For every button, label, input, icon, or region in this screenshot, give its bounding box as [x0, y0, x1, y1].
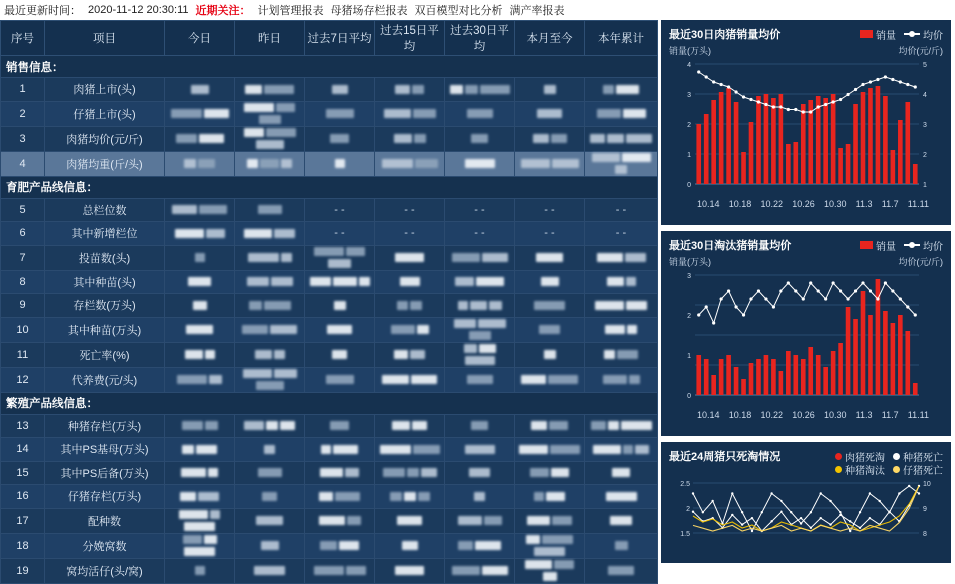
row-value-cell — [235, 533, 305, 558]
row-value-cell — [235, 270, 305, 294]
row-value-cell — [515, 342, 585, 367]
chart-card-pig-sales — [661, 20, 951, 225]
row-value-cell — [305, 414, 375, 438]
row-item-name: 肉猪上市(头) — [45, 78, 165, 102]
svg-text:1: 1 — [687, 152, 691, 159]
chart1-ylabel-left: 销量(万头) — [669, 46, 711, 56]
chart2-plot — [669, 269, 943, 409]
chart1-xaxis — [669, 198, 943, 209]
row-value-cell — [375, 126, 445, 151]
row-value-cell — [235, 461, 305, 485]
row-value-cell — [515, 414, 585, 438]
row-value-cell — [165, 342, 235, 367]
row-value-cell — [165, 198, 235, 222]
last-update-timestamp: 2020-11-12 20:30:11 — [88, 3, 189, 16]
svg-text:5: 5 — [923, 62, 927, 69]
row-value-cell — [375, 485, 445, 509]
row-value-cell — [445, 342, 515, 367]
row-item-name: 其中PS基母(万头) — [45, 438, 165, 462]
row-value-cell — [235, 558, 305, 583]
legend-label-volume: 销量 — [876, 30, 896, 42]
row-value-cell — [305, 558, 375, 583]
table-row[interactable] — [1, 198, 658, 222]
row-value-cell — [515, 533, 585, 558]
svg-text:1: 1 — [687, 353, 691, 360]
row-item-name: 代养费(元/头) — [45, 367, 165, 392]
legend-label-volume-2: 销量 — [876, 241, 896, 253]
x-tick-label: 10.30 — [823, 410, 847, 420]
link-sow-farm-inventory-report[interactable]: 母猪场存栏报表 — [330, 4, 408, 17]
legend-item-price-2[interactable] — [904, 238, 943, 253]
row-value-cell — [585, 151, 658, 176]
table-row[interactable] — [1, 126, 658, 151]
row-value-cell — [305, 270, 375, 294]
row-value-cell — [445, 245, 515, 270]
row-value-cell: - - — [375, 222, 445, 246]
row-value-cell — [235, 198, 305, 222]
svg-text:2.5: 2.5 — [680, 481, 690, 488]
row-value-cell — [375, 414, 445, 438]
row-value-cell — [305, 126, 375, 151]
legend-label-breeder-cull: 种猪淘汰 — [845, 466, 885, 477]
svg-text:4: 4 — [923, 92, 927, 99]
row-index: 12 — [1, 367, 45, 392]
legend-label-fattening: 肉猪死淘 — [845, 452, 885, 464]
row-value-cell — [235, 485, 305, 509]
svg-text:9: 9 — [923, 506, 927, 513]
row-item-name: 存栏数(万头) — [45, 294, 165, 318]
x-tick-label: 10.26 — [792, 410, 815, 420]
row-value-cell — [165, 78, 235, 102]
row-value-cell — [585, 508, 658, 533]
x-tick-label: 10.14 — [697, 410, 720, 420]
row-value-cell — [305, 461, 375, 485]
table-section-header — [1, 392, 658, 414]
legend-swatch-bar — [860, 30, 873, 38]
svg-text:2: 2 — [687, 313, 691, 320]
row-item-name: 其中种苗(万头) — [45, 317, 165, 342]
row-value-cell — [165, 414, 235, 438]
svg-text:1: 1 — [923, 182, 927, 189]
row-value-cell — [165, 151, 235, 176]
row-value-cell: - - — [515, 198, 585, 222]
table-section-header — [1, 56, 658, 78]
x-tick-label: 11.3 — [855, 410, 873, 420]
legend-swatch-line-2 — [904, 244, 920, 246]
row-value-cell — [445, 317, 515, 342]
row-value-cell: - - — [445, 198, 515, 222]
table-row[interactable] — [1, 245, 658, 270]
chart-card-mortality — [661, 442, 951, 563]
row-item-name: 其中PS后备(万头) — [45, 461, 165, 485]
row-value-cell — [375, 367, 445, 392]
row-value-cell — [305, 508, 375, 533]
row-value-cell — [235, 126, 305, 151]
row-item-name: 其中新增栏位 — [45, 222, 165, 246]
row-index: 4 — [1, 151, 45, 176]
row-value-cell — [235, 151, 305, 176]
row-index: 14 — [1, 438, 45, 462]
row-value-cell — [375, 533, 445, 558]
x-tick-label: 10.26 — [792, 199, 815, 209]
row-value-cell — [585, 342, 658, 367]
row-index: 6 — [1, 222, 45, 246]
table-row[interactable] — [1, 508, 658, 533]
x-tick-label: 10.30 — [823, 199, 847, 209]
row-value-cell — [445, 461, 515, 485]
legend-swatch-bar-2 — [860, 241, 873, 249]
row-value-cell — [515, 151, 585, 176]
chart2-axis-titles — [669, 255, 943, 268]
row-value-cell — [165, 270, 235, 294]
row-value-cell — [165, 485, 235, 509]
row-value-cell — [165, 558, 235, 583]
legend-item-piglet-death[interactable] — [893, 462, 943, 477]
row-index: 3 — [1, 126, 45, 151]
row-value-cell — [375, 461, 445, 485]
row-value-cell — [235, 78, 305, 102]
row-value-cell — [515, 317, 585, 342]
row-index: 1 — [1, 78, 45, 102]
svg-text:1.5: 1.5 — [680, 531, 690, 538]
row-value-cell — [375, 245, 445, 270]
row-value-cell — [585, 558, 658, 583]
legend-item-breeder-cull[interactable] — [835, 462, 885, 477]
row-value-cell — [305, 101, 375, 126]
row-value-cell — [445, 438, 515, 462]
legend-label-price-2: 均价 — [923, 241, 943, 253]
row-value-cell — [375, 317, 445, 342]
row-value-cell — [235, 414, 305, 438]
svg-text:10: 10 — [923, 481, 931, 488]
table-section-title: 销售信息： — [1, 56, 658, 78]
col-avg-7d: 过去7日平均 — [305, 21, 375, 56]
row-value-cell — [585, 438, 658, 462]
chart2-ylabel-left: 销量(万头) — [669, 257, 711, 267]
row-index: 19 — [1, 558, 45, 583]
row-value-cell — [585, 78, 658, 102]
charts-column — [661, 20, 951, 563]
topbar — [0, 0, 955, 20]
row-item-name: 分娩窝数 — [45, 533, 165, 558]
row-value-cell — [235, 342, 305, 367]
legend-label-piglet-death: 仔猪死亡 — [903, 466, 943, 477]
row-value-cell — [235, 367, 305, 392]
table-row[interactable] — [1, 485, 658, 509]
svg-text:8: 8 — [923, 531, 927, 538]
row-value-cell — [445, 78, 515, 102]
row-value-cell — [375, 438, 445, 462]
row-value-cell — [585, 126, 658, 151]
row-value-cell — [375, 151, 445, 176]
row-index: 13 — [1, 414, 45, 438]
table-row[interactable] — [1, 294, 658, 318]
svg-text:2: 2 — [923, 152, 927, 159]
row-value-cell: - - — [585, 222, 658, 246]
row-item-name: 投苗数(头) — [45, 245, 165, 270]
svg-text:0: 0 — [687, 393, 691, 400]
col-avg-15d: 过去15日平均 — [375, 21, 445, 56]
row-value-cell — [305, 367, 375, 392]
row-value-cell: - - — [375, 198, 445, 222]
chart1-ylabel-right: 均价(元/斤) — [898, 46, 943, 56]
table-row[interactable] — [1, 342, 658, 367]
row-value-cell — [165, 508, 235, 533]
row-value-cell — [375, 101, 445, 126]
x-tick-label: 10.22 — [760, 410, 783, 420]
row-value-cell — [585, 461, 658, 485]
row-value-cell — [585, 245, 658, 270]
row-value-cell — [305, 485, 375, 509]
col-item: 项目 — [45, 21, 165, 56]
row-value-cell: - - — [585, 198, 658, 222]
table-row[interactable] — [1, 151, 658, 176]
row-value-cell — [165, 101, 235, 126]
chart2-legend — [860, 238, 943, 253]
row-value-cell — [585, 317, 658, 342]
table-row[interactable] — [1, 222, 658, 246]
row-value-cell — [585, 294, 658, 318]
legend-item-volume-2[interactable] — [860, 238, 896, 253]
row-value-cell — [165, 367, 235, 392]
row-value-cell — [515, 270, 585, 294]
table-row[interactable] — [1, 317, 658, 342]
row-value-cell — [305, 317, 375, 342]
row-value-cell — [515, 101, 585, 126]
row-index: 17 — [1, 508, 45, 533]
row-value-cell — [445, 270, 515, 294]
row-value-cell — [165, 222, 235, 246]
table-section-title: 繁殖产品线信息： — [1, 392, 658, 414]
x-tick-label: 11.11 — [907, 410, 929, 420]
row-value-cell — [585, 367, 658, 392]
chart1-axis-titles — [669, 44, 943, 57]
x-tick-label: 11.7 — [881, 199, 899, 209]
row-value-cell — [165, 461, 235, 485]
row-item-name: 肉猪均价(元/斤) — [45, 126, 165, 151]
row-value-cell: - - — [305, 222, 375, 246]
row-value-cell — [585, 270, 658, 294]
row-item-name: 总栏位数 — [45, 198, 165, 222]
row-item-name: 仔猪上市(头) — [45, 101, 165, 126]
row-value-cell — [445, 101, 515, 126]
row-value-cell — [585, 101, 658, 126]
row-value-cell — [305, 438, 375, 462]
row-index: 7 — [1, 245, 45, 270]
row-value-cell — [375, 78, 445, 102]
row-value-cell: - - — [445, 222, 515, 246]
row-value-cell — [445, 508, 515, 533]
row-value-cell — [375, 294, 445, 318]
table-row[interactable] — [1, 438, 658, 462]
legend-dot-breeder-cull — [835, 466, 842, 473]
svg-text:2: 2 — [687, 122, 691, 129]
chart1-title: 最近30日肉猪销量均价 — [669, 29, 781, 41]
row-value-cell — [445, 533, 515, 558]
table-row[interactable] — [1, 270, 658, 294]
row-index: 10 — [1, 317, 45, 342]
row-item-name: 配种数 — [45, 508, 165, 533]
row-item-name: 肉猪均重(斤/头) — [45, 151, 165, 176]
last-update-label: 最近更新时间： — [4, 4, 81, 17]
x-tick-label: 10.18 — [728, 410, 752, 420]
row-value-cell: - - — [515, 222, 585, 246]
row-value-cell — [375, 508, 445, 533]
row-value-cell — [305, 78, 375, 102]
col-month-to-date: 本月至今 — [515, 21, 585, 56]
row-value-cell — [375, 558, 445, 583]
row-value-cell — [235, 438, 305, 462]
x-tick-label: 10.18 — [728, 199, 752, 209]
row-index: 15 — [1, 461, 45, 485]
row-value-cell: - - — [305, 198, 375, 222]
row-value-cell — [235, 317, 305, 342]
col-yesterday: 昨日 — [235, 21, 305, 56]
row-value-cell — [305, 294, 375, 318]
col-avg-30d: 过去30日平均 — [445, 21, 515, 56]
row-value-cell — [585, 485, 658, 509]
row-value-cell — [515, 461, 585, 485]
metrics-table — [0, 20, 658, 584]
chart1-header — [669, 26, 943, 42]
row-value-cell — [375, 270, 445, 294]
row-value-cell — [165, 533, 235, 558]
legend-label-price: 均价 — [923, 30, 943, 42]
chart1-legend — [860, 27, 943, 42]
legend-dot-fattening — [835, 453, 842, 460]
table-section-header — [1, 176, 658, 198]
row-value-cell — [445, 151, 515, 176]
row-value-cell — [515, 508, 585, 533]
svg-text:3: 3 — [687, 92, 691, 99]
row-value-cell — [445, 367, 515, 392]
svg-text:2: 2 — [686, 506, 690, 513]
row-value-cell — [165, 438, 235, 462]
row-value-cell — [235, 508, 305, 533]
row-value-cell — [585, 414, 658, 438]
legend-dot-piglet-death — [893, 466, 900, 473]
table-row[interactable] — [1, 558, 658, 583]
row-item-name: 仔猪存栏(万头) — [45, 485, 165, 509]
svg-text:3: 3 — [923, 122, 927, 129]
row-value-cell — [235, 222, 305, 246]
row-value-cell — [445, 558, 515, 583]
row-value-cell — [305, 533, 375, 558]
table-row[interactable] — [1, 414, 658, 438]
row-value-cell — [445, 414, 515, 438]
row-value-cell — [165, 294, 235, 318]
row-value-cell — [515, 485, 585, 509]
table-row[interactable] — [1, 101, 658, 126]
legend-label-breeder-death: 种猪死亡 — [903, 452, 943, 464]
row-item-name: 窝均活仔(头/窝) — [45, 558, 165, 583]
table-row[interactable] — [1, 78, 658, 102]
x-tick-label: 10.22 — [760, 199, 783, 209]
row-value-cell — [375, 342, 445, 367]
table-row[interactable] — [1, 533, 658, 558]
svg-text:0: 0 — [687, 182, 691, 189]
row-value-cell — [515, 78, 585, 102]
x-tick-label: 10.14 — [697, 199, 720, 209]
row-item-name: 种猪存栏(万头) — [45, 414, 165, 438]
focus-label: 近期关注： — [195, 4, 251, 17]
chart1-plot — [669, 58, 943, 198]
chart3-legend-row2 — [669, 462, 943, 477]
table-section-title: 育肥产品线信息： — [1, 176, 658, 198]
row-value-cell — [305, 151, 375, 176]
row-value-cell — [445, 126, 515, 151]
row-value-cell — [235, 101, 305, 126]
legend-dot-breeder-death — [893, 453, 900, 460]
col-index: 序号 — [1, 21, 45, 56]
row-value-cell — [165, 317, 235, 342]
legend-swatch-line — [904, 33, 920, 35]
row-value-cell — [515, 294, 585, 318]
col-today: 今日 — [165, 21, 235, 56]
row-index: 16 — [1, 485, 45, 509]
row-index: 5 — [1, 198, 45, 222]
dashboard-body — [0, 20, 955, 578]
chart-card-cull-sales — [661, 231, 951, 436]
row-value-cell — [515, 245, 585, 270]
row-index: 9 — [1, 294, 45, 318]
legend-item-volume[interactable] — [860, 27, 896, 42]
link-full-capacity-rate-report[interactable]: 满产率报表 — [509, 4, 565, 17]
row-value-cell — [585, 533, 658, 558]
svg-text:4: 4 — [687, 62, 691, 69]
chart2-ylabel-right: 均价(元/斤) — [898, 257, 943, 267]
table-header-row — [1, 21, 658, 56]
legend-item-price[interactable] — [904, 27, 943, 42]
row-value-cell — [515, 367, 585, 392]
col-year-to-date: 本年累计 — [585, 21, 658, 56]
row-value-cell — [515, 438, 585, 462]
row-item-name: 死亡率(%) — [45, 342, 165, 367]
row-value-cell — [515, 558, 585, 583]
metrics-table-panel — [0, 20, 655, 578]
x-tick-label: 11.11 — [907, 199, 929, 209]
row-value-cell — [235, 294, 305, 318]
x-tick-label: 11.3 — [855, 199, 873, 209]
row-index: 2 — [1, 101, 45, 126]
chart2-title: 最近30日淘汰猪销量均价 — [669, 240, 792, 252]
row-index: 18 — [1, 533, 45, 558]
row-value-cell — [165, 245, 235, 270]
x-tick-label: 11.7 — [881, 410, 899, 420]
chart2-xaxis — [669, 409, 943, 420]
table-row[interactable] — [1, 367, 658, 392]
chart3-title: 最近24周猪只死淘情况 — [669, 451, 781, 463]
table-body — [1, 56, 658, 584]
row-value-cell — [305, 342, 375, 367]
row-item-name: 其中种苗(头) — [45, 270, 165, 294]
row-index: 11 — [1, 342, 45, 367]
row-value-cell — [235, 245, 305, 270]
svg-text:3: 3 — [687, 273, 691, 280]
chart2-header — [669, 237, 943, 253]
row-value-cell — [445, 294, 515, 318]
table-row[interactable] — [1, 461, 658, 485]
row-value-cell — [165, 126, 235, 151]
row-index: 8 — [1, 270, 45, 294]
row-value-cell — [305, 245, 375, 270]
link-double-hundred-model-comparison[interactable]: 双百模型对比分析 — [414, 4, 503, 17]
link-plan-management-report[interactable]: 计划管理报表 — [257, 4, 324, 17]
chart3-plot — [669, 479, 943, 541]
row-value-cell — [515, 126, 585, 151]
row-value-cell — [445, 485, 515, 509]
